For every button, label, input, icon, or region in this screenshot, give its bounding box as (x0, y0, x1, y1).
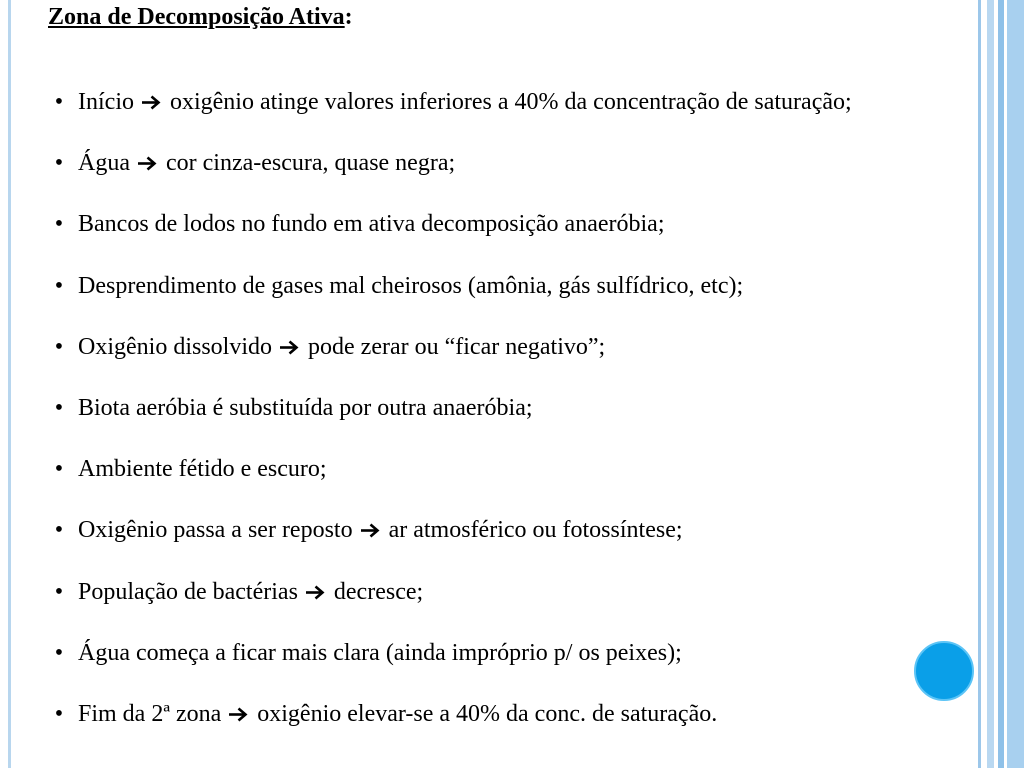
bullet-text-after-arrow: ar atmosférico ou fotossíntese; (388, 517, 683, 544)
arrow-right-icon (137, 144, 159, 159)
bullet-marker: • (54, 150, 64, 177)
bullet-text-before-arrow: População de bactérias (78, 578, 298, 605)
arrow-right-icon (228, 695, 250, 710)
bullet-text: Água começa a ficar mais clara (ainda impróprio p/ os peixes); (78, 639, 682, 666)
slide-title-colon: : (344, 4, 353, 30)
bullet-item (48, 82, 988, 123)
slide-title-text: Zona de Decomposição Ativa (48, 4, 345, 30)
bullet-text-before-arrow: Oxigênio passa a ser reposto (78, 517, 353, 544)
bullet-marker: • (54, 517, 64, 544)
decorative-circle (914, 641, 974, 701)
bullet-item (48, 510, 988, 551)
bullet-text-after-arrow: oxigênio atinge valores inferiores a 40% da concentração de saturação; (169, 89, 852, 115)
bullet-marker: • (54, 272, 64, 299)
arrow-right-icon (360, 511, 382, 526)
bullet-list (48, 82, 988, 755)
bullet-item (48, 449, 988, 490)
bullet-item (48, 388, 988, 429)
bullet-text-before-arrow: Início (78, 89, 134, 115)
stripe (1007, 0, 1024, 768)
bullet-item (48, 143, 988, 184)
left-decorative-rule (8, 0, 11, 768)
bullet-marker: • (54, 333, 64, 360)
bullet-text: Ambiente fétido e escuro; (78, 456, 327, 483)
bullet-text-before-arrow: Água (78, 150, 130, 177)
bullet-text-after-arrow: decresce; (333, 578, 424, 605)
bullet-item (48, 327, 988, 368)
bullet-text: Biota aeróbia é substituída por outra anaeróbia; (78, 395, 533, 422)
bullet-item (48, 572, 988, 613)
bullet-marker: • (54, 701, 64, 728)
bullet-text-after-arrow: pode zerar ou “ficar negativo”; (308, 333, 606, 360)
bullet-marker: • (54, 211, 64, 238)
stripe (987, 0, 994, 768)
bullet-item (48, 204, 988, 245)
bullet-text: Bancos de lodos no fundo em ativa decomposição anaeróbia; (78, 211, 665, 238)
bullet-marker: • (54, 578, 64, 605)
bullet-text: Desprendimento de gases mal cheirosos (amônia, gás sulfídrico, etc); (78, 272, 744, 299)
slide-title (48, 4, 353, 31)
arrow-right-icon (279, 328, 301, 343)
arrow-right-icon (305, 573, 327, 588)
arrow-right-icon (141, 83, 163, 98)
bullet-marker: • (54, 639, 64, 666)
bullet-text-after-arrow: oxigênio elevar-se a 40% da conc. de saturação. (257, 701, 718, 728)
bullet-marker: • (54, 395, 64, 422)
bullet-marker: • (54, 456, 64, 483)
bullet-text-before-arrow: Oxigênio dissolvido (78, 333, 273, 360)
bullet-item (48, 266, 988, 307)
bullet-item (48, 633, 988, 674)
bullet-text-after-arrow: cor cinza-escura, quase negra; (165, 150, 456, 177)
bullet-item (48, 694, 988, 735)
bullet-text-before-arrow: Fim da 2ª zona (78, 701, 222, 728)
bullet-marker: • (54, 89, 64, 115)
